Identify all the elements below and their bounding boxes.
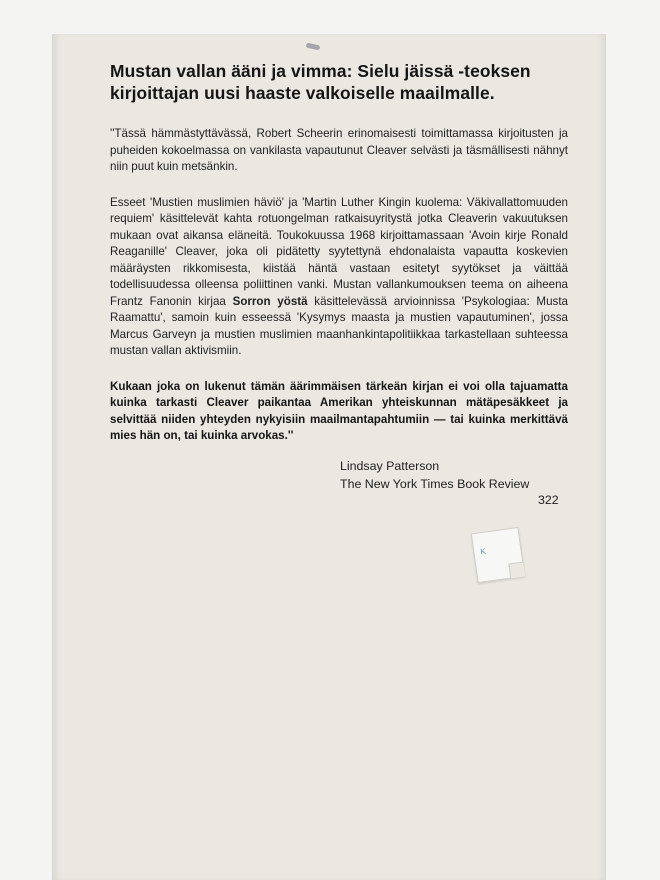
sticker-torn-corner xyxy=(508,562,525,579)
price-sticker xyxy=(471,527,525,583)
back-cover-text xyxy=(110,60,568,493)
book-title-bold: Sorron yöstä xyxy=(232,294,308,308)
review-paragraph-2 xyxy=(110,195,568,360)
page-count: 322 xyxy=(538,493,559,507)
attribution-source: The New York Times Book Review xyxy=(340,476,530,491)
bold-quote: Kukaan joka on lukenut tämän äärimmäisen tärkeän kirjan ei voi olla tajuamatta kuinka tarkasti Cleaver paikantaa Amerikan yhteiskunnan mätäpesäkkeet ja selvittää niiden yhteyden nykyisiin maailmantapahtumiin — tai kuinka merkittävä mies hän on, tai kuinka arvokas.'' xyxy=(110,379,568,442)
paragraph-2-text-b: käsittelevässä arvioinnissa 'Psykologiaa: Musta Raamattu', samoin kuin esseessä 'Kysymys maasta ja mustien vapautuminen', jossa Marcus Garveyn ja mustien muslimien maanhankintapolitiikkaa tarkastellaan suhteessa mustan vallan aktivismiin. xyxy=(110,294,568,357)
review-paragraph-1: ''Tässä hämmästyttävässä, Robert Scheerin erinomaisesti toimittamassa kirjoitusten ja puheiden kokoelmassa on vankilasta vapautunut Cleaver selvästi ja täsmällisesti nähnyt niin puut kuin metsänkin. xyxy=(110,127,568,173)
attribution xyxy=(340,457,568,493)
attribution-name: Lindsay Patterson xyxy=(340,458,440,473)
paragraph-2-text-a: Esseet 'Mustien muslimien häviö' ja 'Martin Luther Kingin kuolema: Väkivallattomuuden requiem' käsittelevät kahta rotuongelman ratkaisuyritystä jotka Cleaverin vakuutuksen mukaan ovat aikansa eläneitä. Toukokuussa 1968 kirjoittamassaan 'Avoin kirje Ronald Reaganille' Cleaver, joka oli pidätetty syytettynä ehdonalaista vapautta koskevien määräysten rikkomisesta, kiistää häntä vastaan esitetyt syytökset ja väittää todellisuudessa olleensa poliittinen vanki. Mustan vallankumouksen teema on aiheena Frantz Fanonin kirjaa xyxy=(110,195,568,308)
headline: Mustan vallan ääni ja vimma: Sielu jäissä -teoksen kirjoittajan uusi haaste valkoiselle maailmalle. xyxy=(110,61,531,103)
sticker-text: K xyxy=(479,546,487,557)
